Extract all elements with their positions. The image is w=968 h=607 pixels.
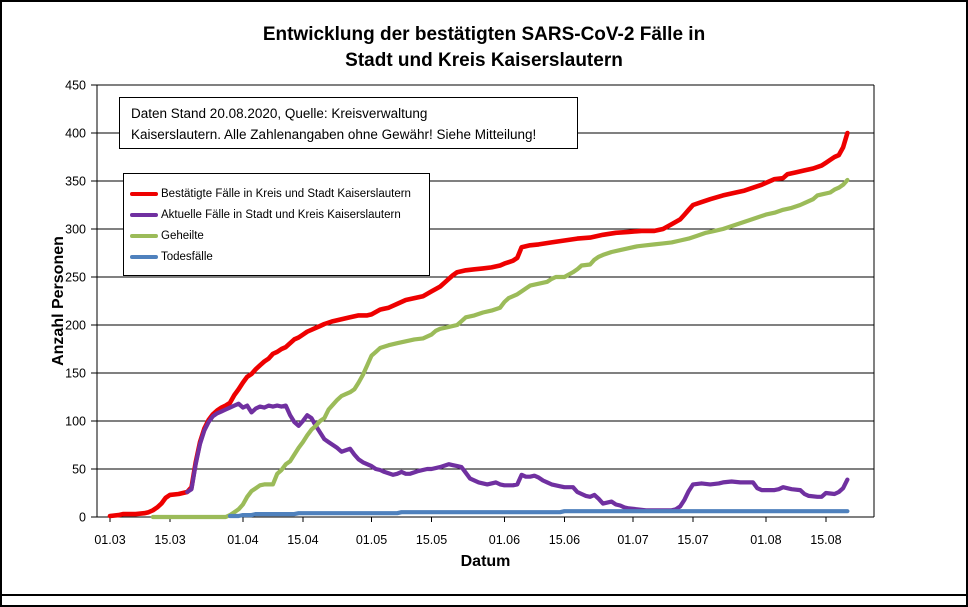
x-axis-title: Datum bbox=[460, 553, 511, 570]
legend-label: Aktuelle Fälle in Stadt und Kreis Kaiserslautern bbox=[161, 208, 401, 221]
annotation-box bbox=[119, 97, 578, 149]
x-tick-label: 15.06 bbox=[548, 533, 581, 547]
x-tick-label: 15.04 bbox=[287, 533, 319, 547]
legend-item-aktuelle-f-lle-in-stadt-und- bbox=[130, 204, 429, 225]
y-tick-label: 100 bbox=[65, 414, 86, 429]
legend-line-swatch bbox=[130, 234, 158, 238]
x-tick-label: 01.08 bbox=[750, 533, 782, 547]
chart-title-line1: Entwicklung der bestätigten SARS-CoV-2 Fälle in bbox=[262, 24, 706, 45]
y-tick-label: 300 bbox=[65, 222, 86, 237]
legend-label: Geheilte bbox=[161, 229, 204, 242]
chart-bottom-border bbox=[2, 594, 966, 596]
x-tick-label: 15.07 bbox=[677, 533, 709, 547]
legend-line-swatch bbox=[130, 213, 158, 217]
legend-line-swatch bbox=[130, 192, 158, 196]
annotation-line2: Kaiserslautern. Alle Zahlenangaben ohne Gewähr! Siehe Mitteilung! bbox=[131, 127, 537, 142]
x-tick-label: 01.06 bbox=[488, 533, 521, 547]
x-tick-label: 01.05 bbox=[355, 533, 388, 547]
x-tick-label: 15.03 bbox=[154, 533, 186, 547]
legend-item-todesf-lle bbox=[130, 246, 429, 267]
x-tick-label: 15.08 bbox=[810, 533, 842, 547]
chart-title bbox=[2, 22, 966, 74]
y-tick-label: 350 bbox=[65, 174, 86, 189]
annotation-line1: Daten Stand 20.08.2020, Quelle: Kreisverwaltung bbox=[131, 106, 428, 121]
legend-label: Bestätigte Fälle in Kreis und Stadt Kaiserslautern bbox=[161, 187, 411, 200]
legend bbox=[123, 173, 430, 276]
y-tick-label: 450 bbox=[65, 78, 86, 93]
legend-label: Todesfälle bbox=[161, 250, 213, 263]
y-tick-label: 50 bbox=[72, 462, 86, 477]
y-tick-label: 250 bbox=[65, 270, 86, 285]
x-tick-label: 01.03 bbox=[94, 533, 126, 547]
series-line-todesf-lle bbox=[230, 511, 847, 516]
chart-title-line2: Stadt und Kreis Kaiserslautern bbox=[345, 50, 623, 71]
x-tick-label: 15.05 bbox=[415, 533, 448, 547]
y-tick-label: 400 bbox=[65, 126, 86, 141]
series-line-aktuelle-f-lle-in-stadt-und- bbox=[187, 404, 847, 511]
legend-item-geheilte bbox=[130, 225, 429, 246]
y-tick-label: 200 bbox=[65, 318, 86, 333]
x-tick-label: 01.07 bbox=[617, 533, 649, 547]
y-tick-label: 150 bbox=[65, 366, 86, 381]
x-tick-label: 01.04 bbox=[227, 533, 259, 547]
y-tick-label: 0 bbox=[79, 510, 86, 525]
y-axis-title: Anzahl Personen bbox=[50, 236, 67, 366]
legend-line-swatch bbox=[130, 255, 158, 259]
legend-item-best-tigte-f-lle-in-kreis-un bbox=[130, 183, 429, 204]
plot-svg bbox=[2, 2, 966, 605]
